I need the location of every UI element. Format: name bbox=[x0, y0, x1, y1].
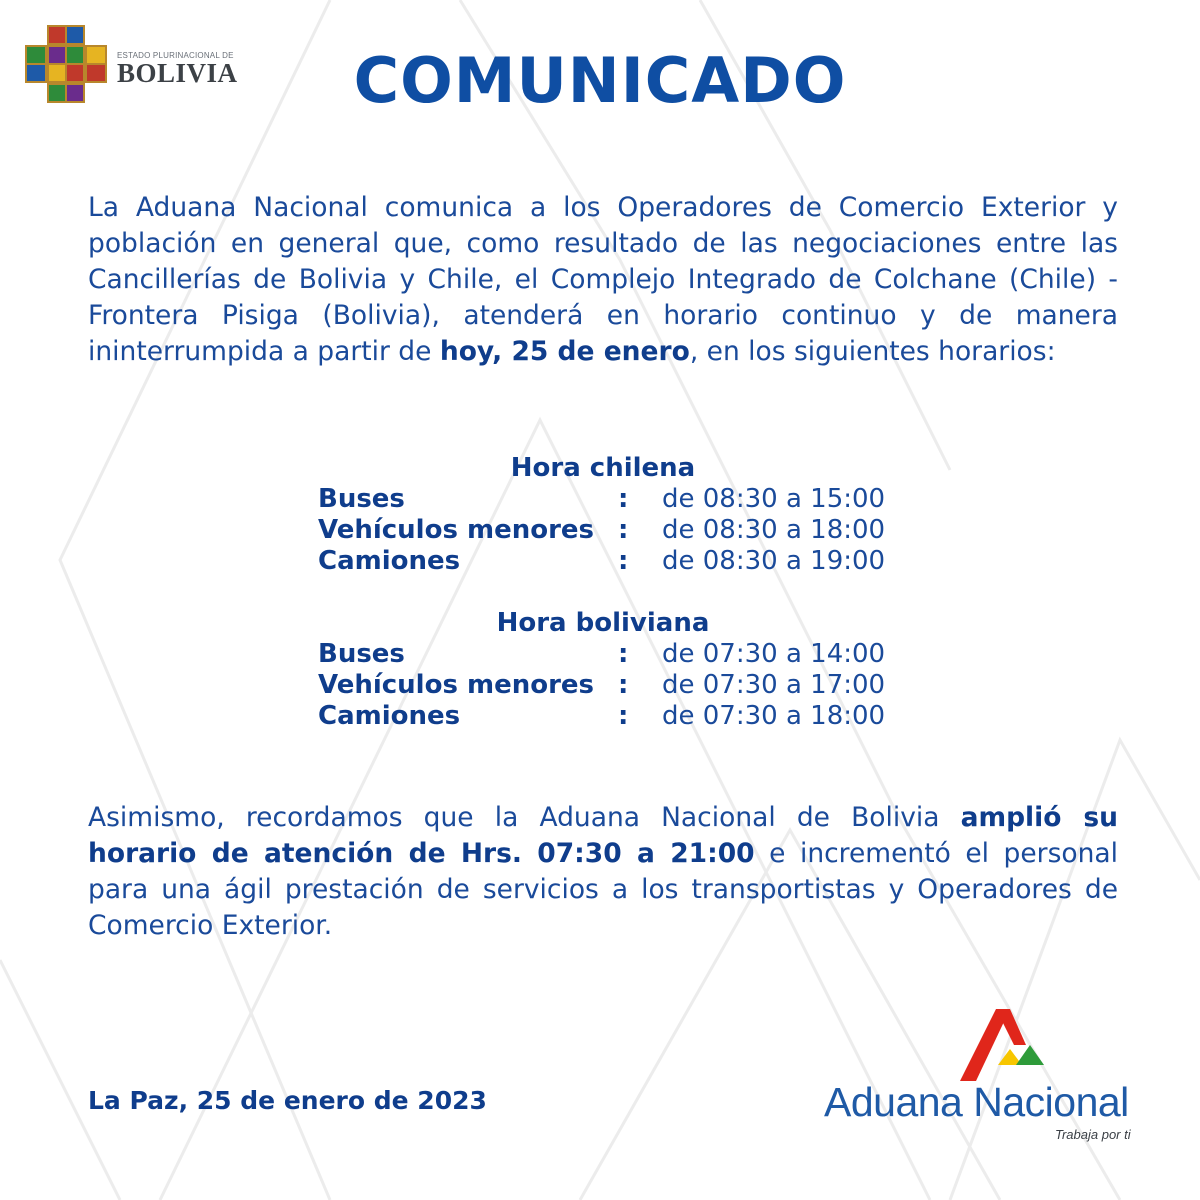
row-separator: : bbox=[618, 670, 629, 700]
emblem-big-text: BOLIVIA bbox=[117, 58, 238, 88]
schedule-heading: Hora boliviana bbox=[496, 608, 710, 638]
closing-text-2: e incrementó el personal para una ágil prestación de servicios a los transportistas y Operadores de Comercio Exterior. bbox=[88, 838, 1118, 941]
schedule-row bbox=[318, 670, 918, 701]
row-label: Camiones bbox=[318, 546, 461, 576]
row-value: de 08:30 a 15:00 bbox=[662, 484, 886, 514]
row-separator: : bbox=[618, 515, 629, 545]
row-label: Camiones bbox=[318, 701, 461, 731]
place-date: La Paz, 25 de enero de 2023 bbox=[88, 1086, 487, 1115]
page-title: COMUNICADO bbox=[353, 44, 847, 117]
schedule-row bbox=[318, 484, 918, 515]
row-label: Buses bbox=[318, 639, 405, 669]
schedule-row bbox=[318, 515, 918, 546]
intro-bold-date: hoy, 25 de enero bbox=[439, 336, 690, 367]
aduana-logo-name: Aduana Nacional bbox=[824, 1079, 1129, 1125]
row-label: Vehículos menores bbox=[318, 515, 595, 545]
closing-paragraph bbox=[88, 800, 1118, 944]
aduana-mountain-icon bbox=[946, 1005, 1056, 1081]
schedule-row bbox=[318, 546, 918, 577]
row-separator: : bbox=[618, 701, 629, 731]
row-label: Buses bbox=[318, 484, 405, 514]
intro-text-1: La Aduana Nacional comunica a los Operadores de Comercio Exterior y población en general que, como resultado de las negociaciones entre las Cancillerías de Bolivia y Chile, el Complejo Integrado de Colchane (Chile) - Frontera Pisiga (Bolivia), atenderá en horario continuo y de manera ininterrumpida a partir de bbox=[88, 192, 1118, 367]
row-separator: : bbox=[618, 484, 629, 514]
emblem-small-text: ESTADO PLURINACIONAL DE bbox=[117, 51, 234, 60]
intro-text-2: , en los siguientes horarios: bbox=[689, 336, 1056, 367]
schedule-row bbox=[318, 701, 918, 732]
row-value: de 08:30 a 18:00 bbox=[662, 515, 886, 545]
schedule-row bbox=[318, 639, 918, 670]
row-separator: : bbox=[618, 546, 629, 576]
row-value: de 07:30 a 14:00 bbox=[662, 639, 886, 669]
row-value: de 07:30 a 18:00 bbox=[662, 701, 886, 731]
row-label: Vehículos menores bbox=[318, 670, 595, 700]
row-separator: : bbox=[618, 639, 629, 669]
aduana-logo-slogan: Trabaja por ti bbox=[1055, 1127, 1131, 1142]
schedule-chile bbox=[318, 453, 918, 577]
closing-text-1: Asimismo, recordamos que la Aduana Nacional de Bolivia bbox=[88, 802, 961, 833]
schedule-heading: Hora chilena bbox=[510, 453, 696, 483]
aduana-nacional-logo bbox=[820, 1005, 1150, 1155]
row-value: de 08:30 a 19:00 bbox=[662, 546, 886, 576]
intro-paragraph bbox=[88, 190, 1118, 370]
row-value: de 07:30 a 17:00 bbox=[662, 670, 886, 700]
schedule-bolivia bbox=[318, 608, 918, 732]
closing-bold-hours: amplió su horario de atención de Hrs. 07:30 a 21:00 bbox=[88, 802, 1118, 869]
